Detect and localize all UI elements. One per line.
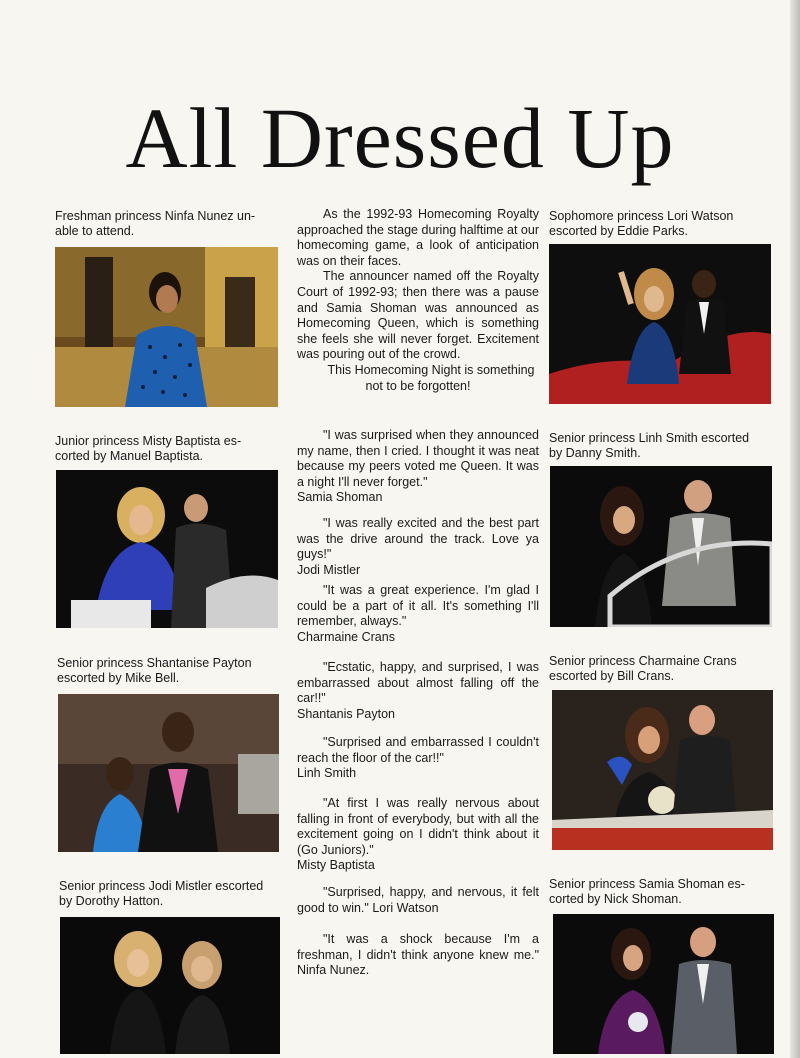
caption-lori	[549, 209, 774, 239]
caption-line: Senior princess Samia Shoman es-	[549, 877, 745, 891]
quote-block	[297, 660, 539, 722]
quote-author: Linh Smith	[297, 766, 357, 781]
quote-block	[297, 583, 539, 645]
quote-text: "Surprised, happy, and nervous, it felt good to win." Lori Watson	[297, 885, 539, 915]
photo-linh-smith	[550, 466, 772, 627]
caption-line: by Dorothy Hatton.	[59, 894, 164, 908]
quote-block	[297, 428, 539, 506]
caption-line: corted by Nick Shoman.	[549, 892, 682, 906]
quote-author: Misty Baptista	[297, 858, 375, 873]
caption-line: Freshman princess Ninfa Nunez un-	[55, 209, 256, 223]
caption-samia	[549, 877, 774, 907]
quote-text: "Surprised and embarrassed I couldn't reach the floor of the car!!"	[297, 735, 539, 765]
photo-ninfa-nunez	[55, 247, 278, 407]
photo-samia-shoman	[553, 914, 774, 1054]
quote-text: "I was surprised when they announced my name, then I cried. I thought it was neat because my peers voted me Queen. It was a night I'll never forget."	[297, 428, 539, 489]
photo-misty-baptista	[56, 470, 278, 628]
page-title: All Dressed Up	[125, 90, 675, 186]
caption-line: Sophomore princess Lori Watson	[549, 209, 734, 223]
quote-text: "Ecstatic, happy, and surprised, I was embarrassed about almost falling off the car!!"	[297, 660, 539, 706]
caption-line: Senior princess Shantanise Payton	[57, 656, 252, 670]
quote-text: "It was a shock because I'm a freshman, I didn't think anyone knew me." Ninfa Nunez.	[297, 932, 539, 978]
quote-author: Charmaine Crans	[297, 629, 395, 644]
caption-jodi	[59, 879, 284, 909]
quote-block	[297, 885, 539, 916]
caption-line: escorted by Eddie Parks.	[549, 224, 688, 238]
caption-ninfa	[55, 209, 280, 239]
caption-line: by Danny Smith.	[549, 446, 641, 460]
quote-block	[297, 932, 539, 979]
caption-misty	[55, 434, 280, 464]
photo-lori-watson	[549, 244, 771, 404]
caption-line: able to attend.	[55, 224, 135, 238]
caption-line: Junior princess Misty Baptista es-	[55, 434, 242, 448]
story-paragraph: This Homecoming Night is something not to be forgotten!	[327, 362, 535, 393]
caption-line: Senior princess Jodi Mistler escorted	[59, 879, 264, 893]
story-body	[297, 207, 539, 394]
photo-jodi-mistler	[60, 917, 280, 1054]
caption-line: Senior princess Charmaine Crans	[549, 654, 737, 668]
caption-line: Senior princess Linh Smith escorted	[549, 431, 750, 445]
quote-block	[297, 735, 539, 782]
photo-shantanise-payton	[58, 694, 279, 852]
caption-linh	[549, 431, 774, 461]
photo-charmaine-crans	[552, 690, 773, 850]
quote-block	[297, 516, 539, 578]
caption-line: escorted by Bill Crans.	[549, 669, 675, 683]
story-paragraph: The announcer named off the Royalty Court of 1992-93; then there was a pause and Samia Shoman was announced as Homecoming Queen, which is something she feels she will never forget. Excitement was pouring out of the crowd.	[297, 269, 539, 362]
story-paragraph: As the 1992-93 Homecoming Royalty approached the stage during halftime at our homecoming game, a look of anticipation was on their faces.	[297, 207, 539, 268]
quote-text: "I was really excited and the best part was the drive around the track. Love ya guys!"	[297, 516, 539, 562]
caption-charmaine	[549, 654, 774, 684]
quote-block	[297, 796, 539, 874]
quote-author: Shantanis Payton	[297, 706, 395, 721]
caption-line: escorted by Mike Bell.	[57, 671, 180, 685]
caption-shantanise	[57, 656, 282, 686]
caption-line: corted by Manuel Baptista.	[55, 449, 203, 463]
quote-author: Samia Shoman	[297, 490, 383, 505]
quote-text: "At first I was really nervous about falling in front of everybody, but with all the excitement going on I didn't think about it (Go Juniors)."	[297, 796, 539, 857]
quote-author: Jodi Mistler	[297, 562, 361, 577]
quote-text: "It was a great experience. I'm glad I could be a part of it all. It's something I'll remember, always."	[297, 583, 539, 629]
